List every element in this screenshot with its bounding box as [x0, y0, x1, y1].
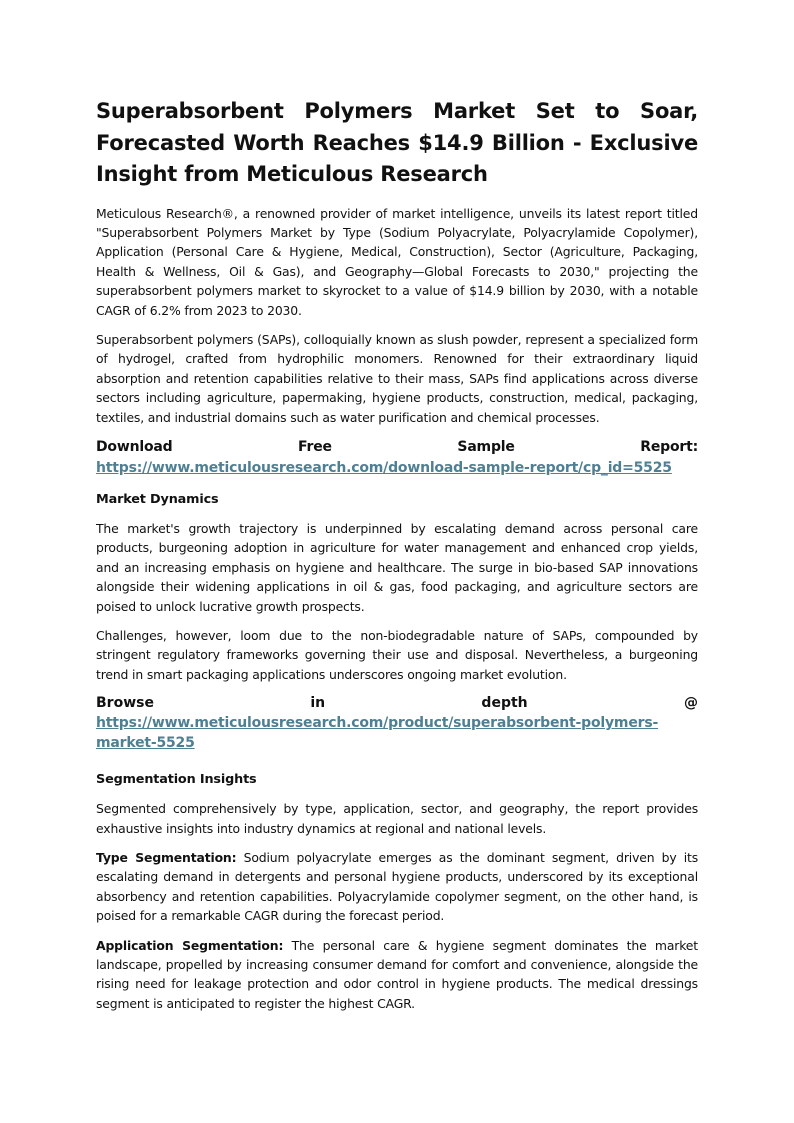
browse-word-in: in — [310, 695, 326, 712]
saps-paragraph: Superabsorbent polymers (SAPs), colloquially known as slush powder, represent a specialized form of hydrogel, crafted from hydrophilic monomers. Renowned for their extraordinary liquid absorption and retention capabilities relative to their mass, SAPs find applications across diverse sectors including agriculture, papermaking, hygiene products, construction, medical, packaging, textiles, and industrial domains such as water purification and chemical processes. — [96, 331, 698, 425]
sample-report-link[interactable]: https://www.meticulousresearch.com/download-sample-report/cp_id=5525 — [96, 459, 672, 476]
sample-report-line — [96, 437, 698, 479]
sample-report-label: Download Free Sample Report: — [96, 438, 698, 455]
type-segmentation-text: Sodium polyacrylate emerges as the dominant segment, driven by its escalating demand in detergents and personal hygiene products, underscored by its exceptional absorbency and retention capabilities. Polyacrylamide copolymer segment, on the other hand, is poised for a remarkable CAGR during the forecast period. — [96, 850, 698, 924]
page-title: Superabsorbent Polymers Market Set to Soar, Forecasted Worth Reaches $14.9 Billion - Exclusive Insight from Meticulous Research — [96, 99, 698, 186]
application-segmentation-label: Application Segmentation: — [96, 937, 284, 953]
type-segmentation-label: Type Segmentation: — [96, 850, 237, 866]
product-page-link[interactable]: https://www.meticulousresearch.com/product/superabsorbent-polymers-market-5525 — [96, 715, 659, 752]
intro-paragraph: Meticulous Research®, a renowned provider of market intelligence, unveils its latest report titled "Superabsorbent Polymers Market by Type (Sodium Polyacrylate, Polyacrylamide Copolymer), Application (Personal Care & Hygiene, Medical, Construction), Sector (Agriculture, Packaging, Health & Wellness, Oil & Gas), and Geography—Global Forecasts to 2030," projecting the superabsorbent polymers market to skyrocket to a value of $14.9 billion by 2030, with a notable CAGR of 6.2% from 2023 to 2030. — [96, 205, 698, 318]
browse-word: Browse — [96, 695, 154, 712]
market-dynamics-heading: Market Dynamics — [96, 491, 219, 507]
market-dynamics-paragraph-1: The market's growth trajectory is underpinned by escalating demand across personal care products, burgeoning adoption in agriculture for water management and enhanced crop yields, and an increasing emphasis on hygiene and healthcare. The surge in bio-based SAP innovations alongside their widening applications in oil & gas, food packaging, and agriculture sectors are poised to unlock lucrative growth prospects. — [96, 520, 698, 614]
browse-line — [96, 694, 698, 713]
market-dynamics-paragraph-2: Challenges, however, loom due to the non-biodegradable nature of SAPs, compounded by stringent regulatory frameworks governing their use and disposal. Nevertheless, a burgeoning trend in smart packaging applications underscores ongoing market evolution. — [96, 628, 698, 682]
segmentation-heading: Segmentation Insights — [96, 772, 257, 788]
segmentation-intro: Segmented comprehensively by type, application, sector, and geography, the report provides exhaustive insights into industry dynamics at regional and national levels. — [96, 801, 698, 836]
browse-word-depth: depth — [481, 695, 528, 712]
browse-link-line — [96, 713, 698, 753]
document-page — [96, 96, 698, 1023]
application-segmentation-text: The personal care & hygiene segment dominates the market landscape, propelled by increasing consumer demand for comfort and convenience, alongside the rising need for leakage protection and odor control in hygiene products. The medical dressings segment is anticipated to register the highest CAGR. — [96, 937, 698, 1011]
browse-at-sign: @ — [683, 695, 698, 712]
type-segmentation-paragraph — [96, 848, 698, 926]
application-segmentation-paragraph — [96, 936, 698, 1014]
